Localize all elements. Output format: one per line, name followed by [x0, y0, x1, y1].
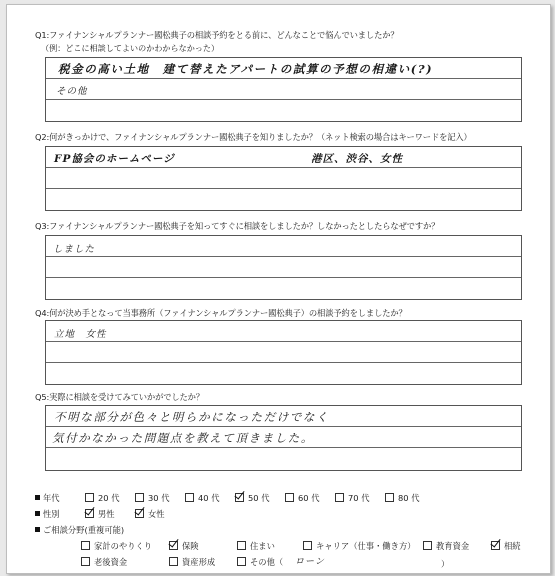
- checkbox-icon: [303, 541, 312, 550]
- q1-answer-line2: その他: [56, 86, 88, 97]
- q3-answer-line1: しました: [53, 244, 96, 255]
- q3-title: Q3:ファイナンシャルプランナー國松典子を知ってすぐに相談をしましたか？しなかったとしたらなぜですか？: [35, 221, 440, 231]
- consult-option-education[interactable]: 教育資金: [423, 540, 469, 552]
- consult-option-housing[interactable]: 住まい: [237, 540, 275, 552]
- q4-answer-line1: 立地 女性: [54, 329, 107, 340]
- q1-example: （例：どこに相談してよいのかわからなかった）: [41, 43, 220, 53]
- q5-answer-box: [45, 405, 522, 471]
- q2-answer-left: FP協会のホームページ: [54, 153, 175, 165]
- q4-title: Q4:何が決め手となって当事務所（ファイナンシャルプランナー國松典子）の相談予約をしましたか？: [35, 308, 407, 318]
- consult-label: ご相談分野(重複可能): [43, 525, 125, 535]
- checkbox-checked-icon: [169, 541, 178, 550]
- consult-other-value: ローン: [295, 557, 325, 567]
- checkbox-checked-icon: [135, 509, 144, 518]
- consult-option-career[interactable]: キャリア（仕事・働き方）: [303, 540, 416, 552]
- age-label: 年代: [43, 493, 60, 503]
- q1-answer-box: [45, 57, 522, 122]
- age-option-80[interactable]: 80 代: [385, 492, 420, 504]
- checkbox-icon: [423, 541, 432, 550]
- age-option-20[interactable]: 20 代: [85, 492, 120, 504]
- age-option-40[interactable]: 40 代: [185, 492, 220, 504]
- consult-option-retirement[interactable]: 老後資金: [81, 556, 127, 568]
- age-option-50[interactable]: 50 代: [235, 492, 270, 504]
- q5-answer-line2: 気付かなかった問題点を教えて頂きました。: [52, 431, 314, 445]
- checkbox-icon: [135, 493, 144, 502]
- consult-option-inheritance[interactable]: 相続: [491, 540, 521, 552]
- age-option-70[interactable]: 70 代: [335, 492, 370, 504]
- consult-option-household[interactable]: 家計のやりくり: [81, 540, 152, 552]
- questionnaire-sheet: [6, 4, 551, 574]
- age-label-wrap: [35, 492, 60, 504]
- consult-option-assets[interactable]: 資産形成: [169, 556, 215, 568]
- checkbox-icon: [285, 493, 294, 502]
- checkbox-icon: [237, 557, 246, 566]
- gender-option-male[interactable]: 男性: [85, 508, 115, 520]
- consult-other-close-paren: ）: [441, 559, 450, 569]
- q2-answer-box: [45, 146, 522, 211]
- gender-label-wrap: [35, 508, 60, 520]
- checkbox-icon: [237, 541, 246, 550]
- q4-answer-box: [45, 320, 522, 385]
- checkbox-checked-icon: [491, 541, 500, 550]
- checkbox-icon: [85, 493, 94, 502]
- consult-option-other[interactable]: その他（: [237, 556, 283, 568]
- q5-title: Q5:実際に相談を受けてみていかがでしたか？: [35, 392, 204, 402]
- checkbox-checked-icon: [235, 493, 244, 502]
- checkbox-icon: [81, 541, 90, 550]
- age-option-60[interactable]: 60 代: [285, 492, 320, 504]
- checkbox-icon: [81, 557, 90, 566]
- checkbox-icon: [385, 493, 394, 502]
- q3-answer-box: [45, 235, 522, 300]
- age-option-30[interactable]: 30 代: [135, 492, 170, 504]
- checkbox-icon: [185, 493, 194, 502]
- q2-title: Q2:何がきっかけで、ファイナンシャルプランナー國松典子を知りましたか？（ネット検索の場合はキーワードを記入）: [35, 132, 472, 142]
- consult-option-insurance[interactable]: 保険: [169, 540, 199, 552]
- checkbox-icon: [335, 493, 344, 502]
- consult-label-wrap: [35, 524, 124, 536]
- q1-answer-line1: 税金の高い土地 建て替えたアパートの試算の予想の相違い(?): [58, 62, 434, 76]
- q1-title: Q1:ファイナンシャルプランナー國松典子の相談予約をとる前に、どんなことで悩んでいましたか？: [35, 30, 399, 40]
- q5-answer-line1: 不明な部分が色々と明らかになっただけでなく: [54, 410, 330, 424]
- gender-option-female[interactable]: 女性: [135, 508, 165, 520]
- checkbox-icon: [169, 557, 178, 566]
- checkbox-checked-icon: [85, 509, 94, 518]
- gender-label: 性別: [43, 509, 60, 519]
- q2-answer-right: 港区、渋谷、女性: [311, 153, 403, 165]
